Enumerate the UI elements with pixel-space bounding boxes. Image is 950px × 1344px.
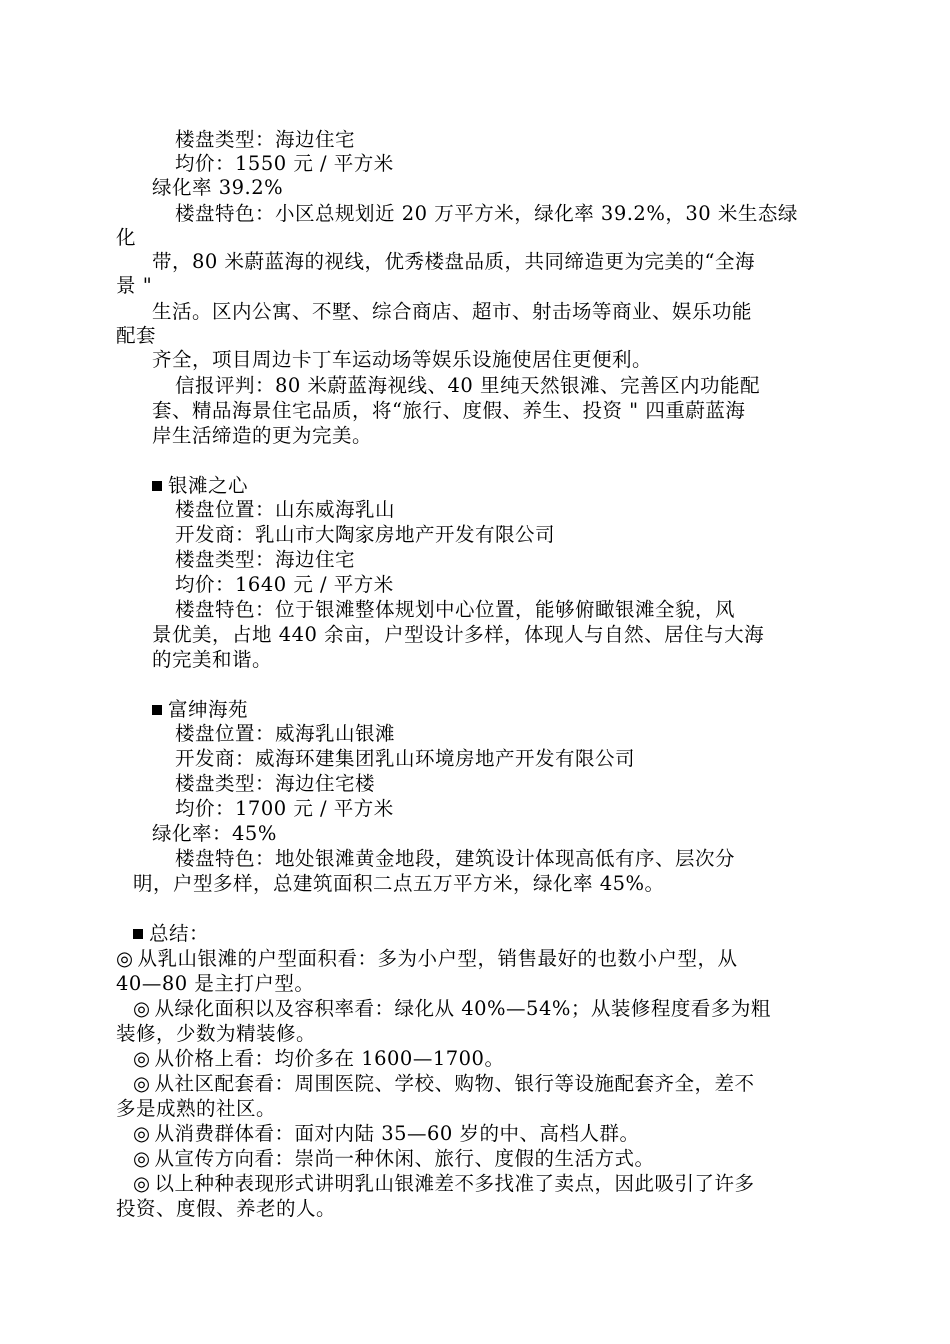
summary-line: 多是成熟的社区。 bbox=[116, 1097, 277, 1120]
summary-heading bbox=[133, 922, 209, 946]
features-line: 生活。区内公寓、不墅、综合商店、超市、射击场等商业、娱乐功能 bbox=[152, 300, 753, 323]
summary-item: ◎ 从绿化面积以及容积率看：绿化从 40%—54%；从装修程度看多为粗 bbox=[133, 997, 771, 1020]
summary-item: ◎ 从社区配套看：周围医院、学校、购物、银行等设施配套齐全，差不 bbox=[133, 1072, 755, 1095]
average-price-line: 均价：1700 元 / 平方米 bbox=[175, 797, 394, 820]
circle-bullet-icon: ◎ bbox=[133, 1072, 151, 1095]
average-price-line: 均价：1640 元 / 平方米 bbox=[175, 573, 394, 596]
review-line: 信报评判：80 米蔚蓝海视线、40 里纯天然银滩、完善区内功能配 bbox=[175, 374, 761, 397]
features-line: 楼盘特色：小区总规划近 20 万平方米，绿化率 39.2%，30 米生态绿 bbox=[175, 202, 798, 225]
square-bullet-icon bbox=[152, 481, 162, 491]
features-line: 景优美，占地 440 余亩，户型设计多样，体现人与自然、居住与大海 bbox=[152, 623, 765, 646]
greening-rate-line: 绿化率：45% bbox=[152, 822, 277, 845]
square-bullet-icon bbox=[133, 929, 143, 939]
summary-item: ◎ 从价格上看：均价多在 1600—1700。 bbox=[133, 1047, 505, 1070]
features-line: 楼盘特色：位于银滩整体规划中心位置，能够俯瞰银滩全貌，风 bbox=[175, 598, 736, 621]
summary-item: ◎ 从消费群体看：面对内陆 35—60 岁的中、高档人群。 bbox=[133, 1122, 640, 1145]
project-title: 银滩之心 bbox=[168, 474, 249, 497]
summary-item: ◎ 从乳山银滩的户型面积看：多为小户型，销售最好的也数小户型，从 bbox=[116, 947, 738, 970]
summary-line: 装修，少数为精装修。 bbox=[116, 1022, 317, 1045]
features-line: 配套 bbox=[116, 324, 157, 347]
features-line: 带，80 米蔚蓝海的视线，优秀楼盘品质，共同缔造更为完美的“全海 bbox=[152, 250, 755, 273]
circle-bullet-icon: ◎ bbox=[133, 1122, 151, 1145]
features-line: 楼盘特色：地处银滩黄金地段，建筑设计体现高低有序、层次分 bbox=[175, 847, 736, 870]
circle-bullet-icon: ◎ bbox=[133, 1172, 151, 1195]
review-line: 套、精品海景住宅品质，将“旅行、度假、养生、投资 " 四重蔚蓝海 bbox=[152, 399, 746, 422]
average-price-line: 均价：1550 元 / 平方米 bbox=[175, 152, 394, 175]
project-heading bbox=[152, 698, 248, 722]
location-line: 楼盘位置：威海乳山银滩 bbox=[175, 722, 396, 745]
developer-line: 开发商：威海环建集团乳山环境房地产开发有限公司 bbox=[175, 747, 636, 770]
features-line: 的完美和谐。 bbox=[152, 648, 273, 671]
circle-bullet-icon: ◎ bbox=[133, 1047, 151, 1070]
circle-bullet-icon: ◎ bbox=[133, 1147, 151, 1170]
summary-title: 总结： bbox=[149, 922, 210, 945]
summary-line: 40—80 是主打户型。 bbox=[116, 972, 315, 995]
property-type-line: 楼盘类型：海边住宅 bbox=[175, 548, 356, 571]
summary-item: ◎ 从宣传方向看：崇尚一种休闲、旅行、度假的生活方式。 bbox=[133, 1147, 655, 1170]
features-line: 景 " bbox=[116, 274, 153, 297]
features-line: 明，户型多样，总建筑面积二点五万平方米，绿化率 45%。 bbox=[133, 872, 665, 895]
project-title: 富绅海苑 bbox=[168, 698, 249, 721]
location-line: 楼盘位置：山东威海乳山 bbox=[175, 498, 396, 521]
property-type-line: 楼盘类型：海边住宅楼 bbox=[175, 772, 376, 795]
square-bullet-icon bbox=[152, 705, 162, 715]
developer-line: 开发商：乳山市大陶家房地产开发有限公司 bbox=[175, 523, 556, 546]
review-line: 岸生活缔造的更为完美。 bbox=[152, 424, 373, 447]
project-heading bbox=[152, 474, 248, 498]
summary-line: 投资、度假、养老的人。 bbox=[116, 1197, 337, 1220]
features-line: 化 bbox=[116, 226, 137, 249]
circle-bullet-icon: ◎ bbox=[133, 997, 151, 1020]
summary-item: ◎ 以上种种表现形式讲明乳山银滩差不多找准了卖点，因此吸引了许多 bbox=[133, 1172, 755, 1195]
circle-bullet-icon: ◎ bbox=[116, 947, 134, 970]
greening-rate-line: 绿化率 39.2% bbox=[152, 176, 284, 199]
features-line: 齐全，项目周边卡丁车运动场等娱乐设施使居住更便利。 bbox=[152, 348, 653, 371]
property-type-line: 楼盘类型：海边住宅 bbox=[175, 128, 356, 151]
